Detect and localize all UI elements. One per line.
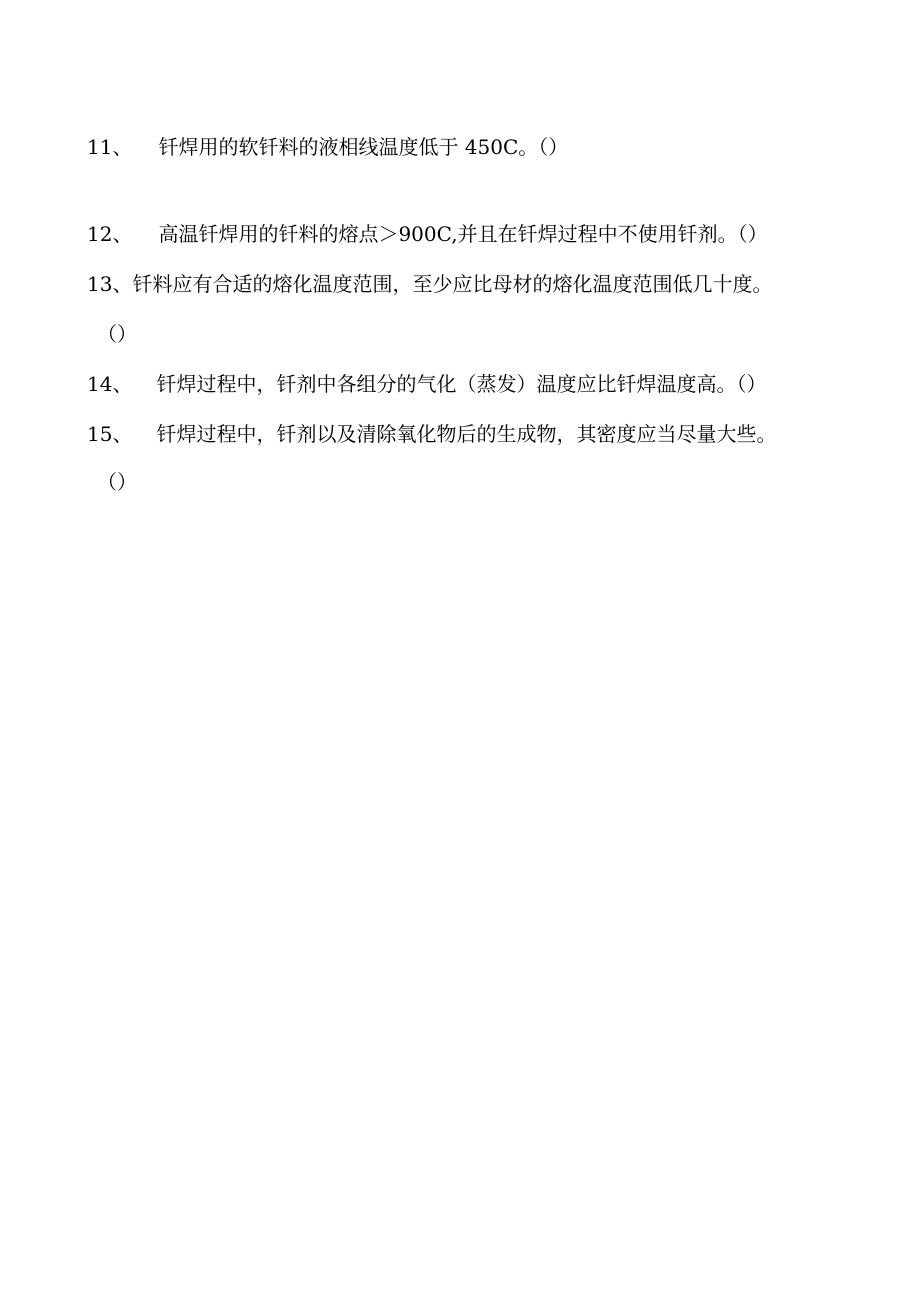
question-12	[87, 220, 768, 248]
question-text: 高温钎焊用的钎料的熔点＞900C,并且在钎焊过程中不使用钎剂。（）	[158, 222, 768, 246]
question-15-continuation: （）	[97, 470, 137, 494]
question-14	[87, 370, 766, 398]
question-number: 15、	[87, 422, 133, 446]
question-text: 钎焊过程中，钎剂以及清除氧化物后的生成物，其密度应当尽量大些。	[156, 422, 777, 446]
question-number: 13、	[87, 272, 133, 296]
question-text: 钎焊过程中，钎剂中各组分的气化（蒸发）温度应比钎焊温度高。（）	[156, 372, 767, 396]
question-15	[87, 420, 776, 448]
question-number: 12、	[87, 222, 133, 246]
question-number: 11、	[87, 135, 133, 159]
question-number: 14、	[87, 372, 133, 396]
question-13-continuation: （）	[97, 322, 137, 346]
question-text: 钎焊用的软钎料的液相线温度低于 450C。（）	[158, 135, 569, 159]
question-11	[87, 133, 568, 161]
question-text: 钎料应有合适的熔化温度范围，至少应比母材的熔化温度范围低几十度。	[132, 272, 773, 296]
question-13	[87, 270, 772, 298]
